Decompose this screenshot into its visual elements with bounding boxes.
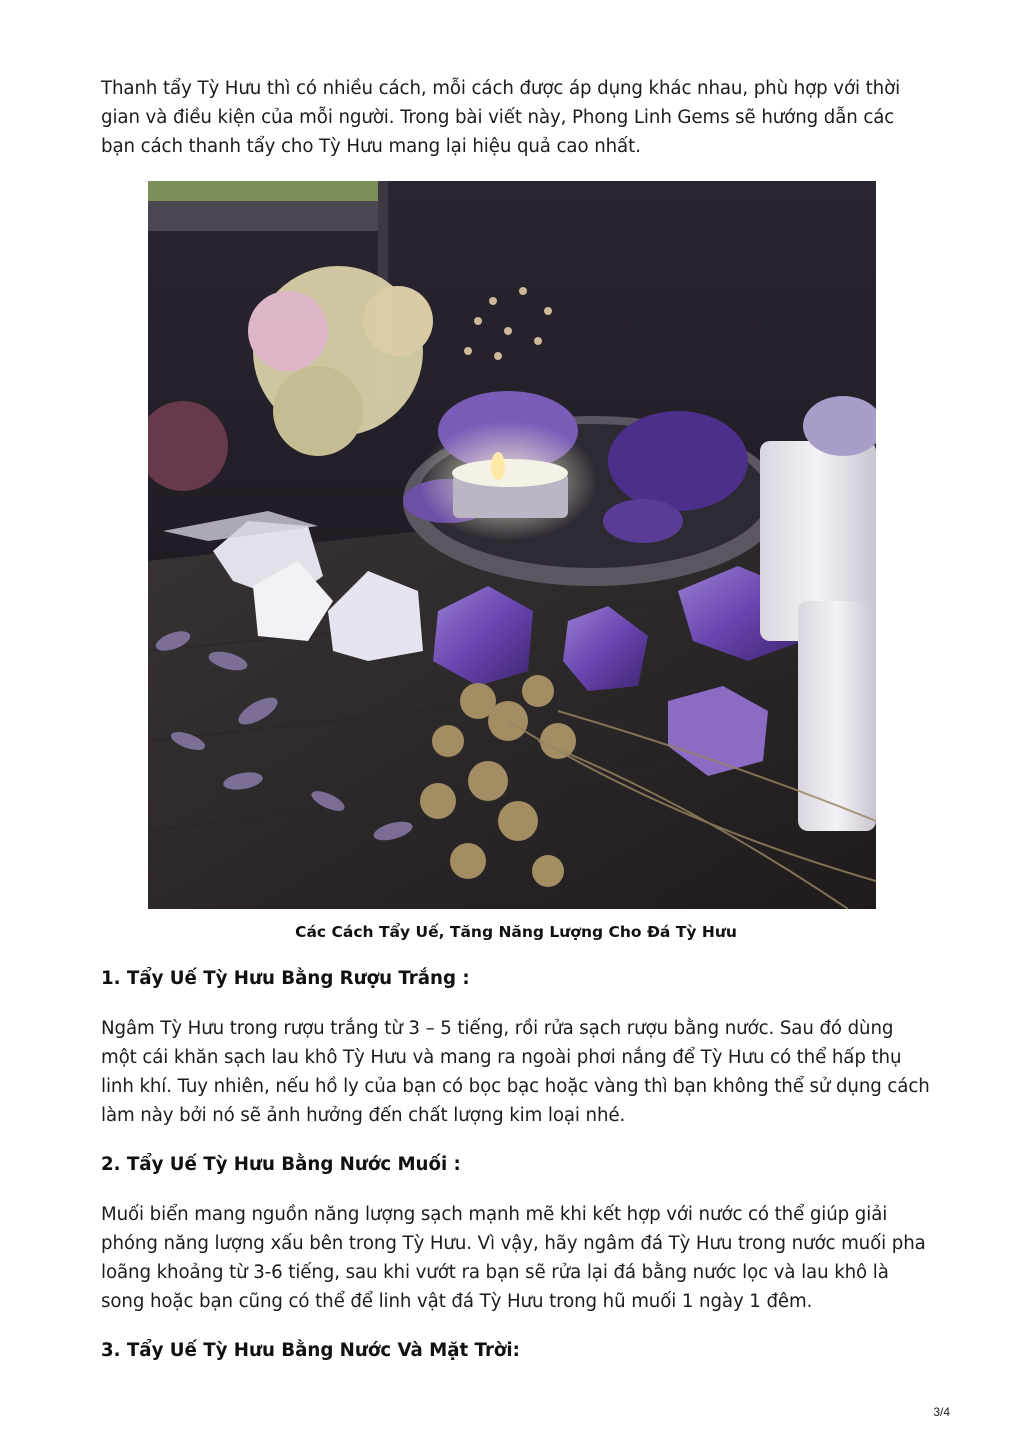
document-page [101, 74, 931, 1364]
amethyst-crystals-photo [148, 181, 876, 909]
section-heading-1: 1. Tẩy Uế Tỳ Hưu Bằng Rượu Trắng : [101, 968, 470, 989]
intro-paragraph: Thanh tẩy Tỳ Hưu thì có nhiều cách, mỗi cách được áp dụng khác nhau, phù hợp với thời gian và điều kiện của mỗi người. Trong bài viết này, Phong Linh Gems sẽ hướng dẫn các bạn cách thanh tẩy cho Tỳ Hưu mang lại hiệu quả cao nhất. [101, 78, 901, 157]
section-body-2: Muối biển mang nguồn năng lượng sạch mạnh mẽ khi kết hợp với nước có thể giúp giải phóng năng lượng xấu bên trong Tỳ Hưu. Vì vậy, hãy ngâm đá Tỳ Hưu trong nước muối pha loãng khoảng từ 3-6 tiếng, sau khi vướt ra bạn sẽ rửa lại đá bằng nước lọc và lau khô là song hoặc bạn cũng có thể để linh vật đá Tỳ Hưu trong hũ muối 1 ngày 1 đêm. [101, 1204, 926, 1312]
section-heading-2: 2. Tẩy Uế Tỳ Hưu Bằng Nước Muối : [101, 1154, 461, 1175]
section-heading-3: 3. Tẩy Uế Tỳ Hưu Bằng Nước Và Mặt Trời: [101, 1340, 520, 1361]
figure-caption: Các Cách Tẩy Uế, Tăng Năng Lượng Cho Đá Tỳ Hưu [295, 923, 737, 941]
page-number: 3/4 [933, 1405, 950, 1419]
section-body-1: Ngâm Tỳ Hưu trong rượu trắng từ 3 – 5 tiếng, rồi rửa sạch rượu bằng nước. Sau đó dùng một cái khăn sạch lau khô Tỳ Hưu và mang ra ngoài phơi nắng để Tỳ Hưu có thể hấp thụ linh khí. Tuy nhiên, nếu hồ ly của bạn có bọc bạc hoặc vàng thì bạn không thể sử dụng cách làm này bởi nó sẽ ảnh hưởng đến chất lượng kim loại nhé. [101, 1018, 930, 1126]
